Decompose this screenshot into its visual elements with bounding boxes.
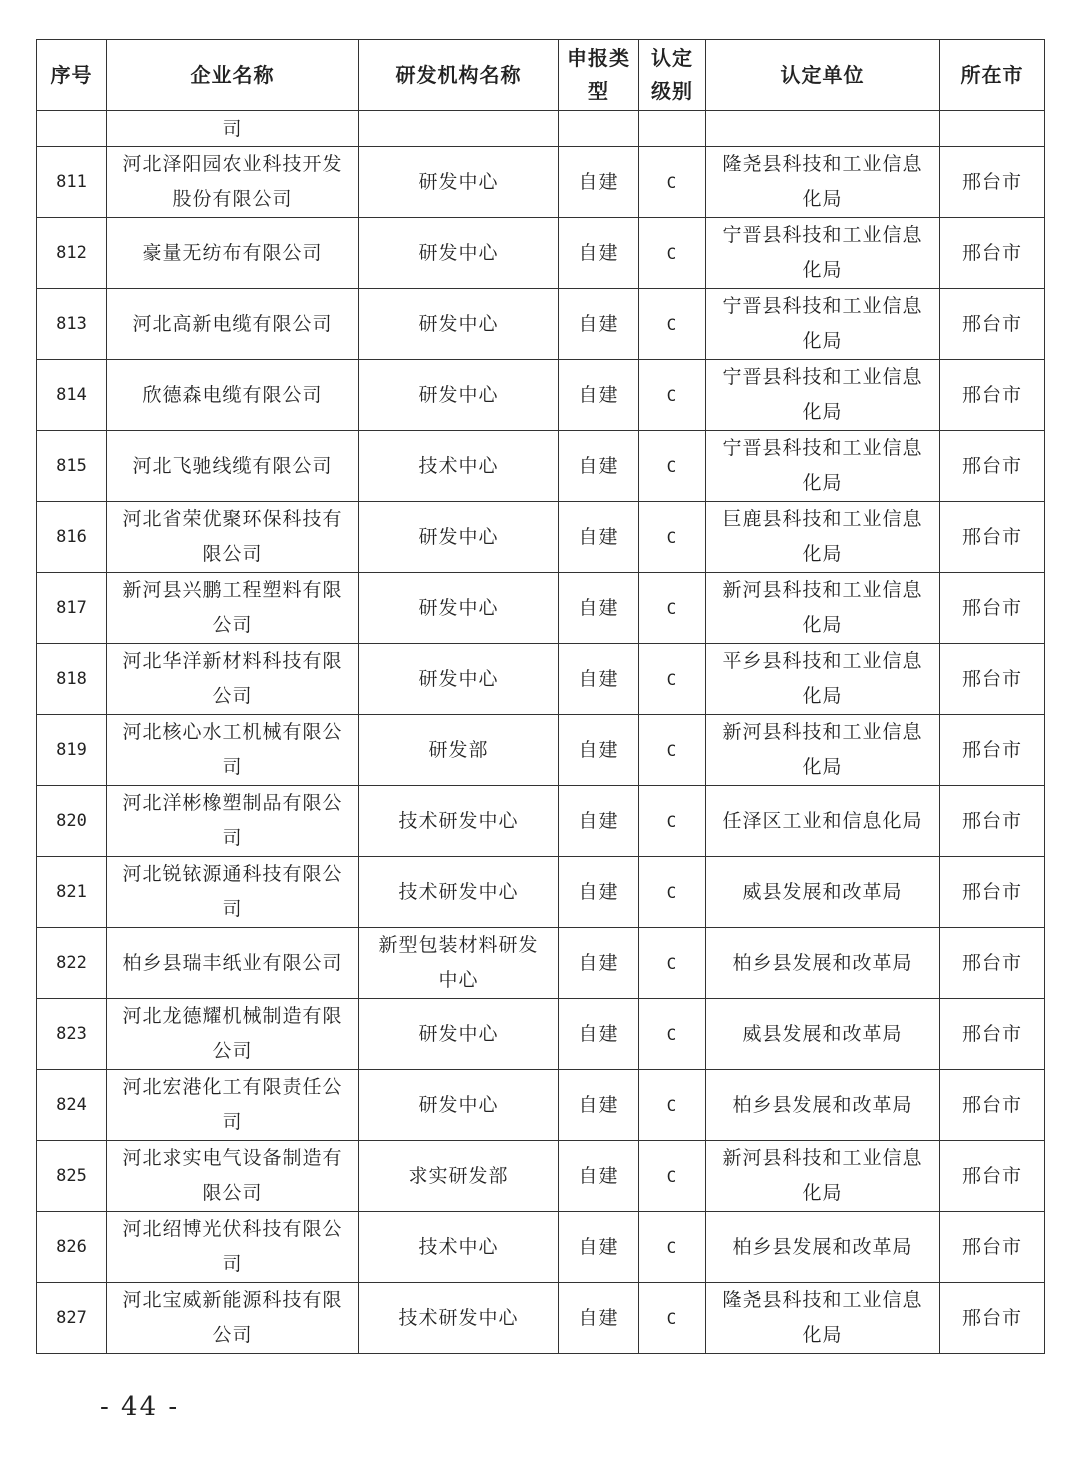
rd-institution-name-cell: 新型包装材料研发中心 xyxy=(359,928,559,999)
header-cell: 申报类型 xyxy=(559,40,639,111)
header-cell: 认定单位 xyxy=(706,40,940,111)
certifying-unit-cell: 威县发展和改革局 xyxy=(706,999,940,1070)
certification-level-cell: C xyxy=(639,502,706,573)
city-cell: 邢台市 xyxy=(940,218,1045,289)
city-cell: 邢台市 xyxy=(940,431,1045,502)
certification-level-cell: C xyxy=(639,147,706,218)
application-type-cell: 自建 xyxy=(559,644,639,715)
table-row xyxy=(37,360,1045,431)
certification-level-cell: C xyxy=(639,1141,706,1212)
company-name-cell: 新河县兴鹏工程塑料有限公司 xyxy=(107,573,359,644)
certifying-unit-cell: 威县发展和改革局 xyxy=(706,857,940,928)
application-type-cell: 自建 xyxy=(559,1212,639,1283)
certifying-unit-cell: 巨鹿县科技和工业信息化局 xyxy=(706,502,940,573)
certification-level-cell: C xyxy=(639,573,706,644)
row-number-cell: 820 xyxy=(37,786,107,857)
rd-institution-name-cell: 研发中心 xyxy=(359,999,559,1070)
application-type-cell: 自建 xyxy=(559,360,639,431)
row-number-cell: 827 xyxy=(37,1283,107,1354)
table-row xyxy=(37,715,1045,786)
application-type-cell: 自建 xyxy=(559,218,639,289)
city-cell: 邢台市 xyxy=(940,715,1045,786)
table-row xyxy=(37,147,1045,218)
company-name-cell: 河北洋彬橡塑制品有限公司 xyxy=(107,786,359,857)
row-number-cell: 826 xyxy=(37,1212,107,1283)
application-type-cell: 自建 xyxy=(559,289,639,360)
city-cell: 邢台市 xyxy=(940,1141,1045,1212)
certifying-unit-cell: 柏乡县发展和改革局 xyxy=(706,1070,940,1141)
table-row xyxy=(37,502,1045,573)
certification-level-cell: C xyxy=(639,289,706,360)
header-cell: 研发机构名称 xyxy=(359,40,559,111)
table-row xyxy=(37,928,1045,999)
application-type-cell: 自建 xyxy=(559,786,639,857)
application-type-cell: 自建 xyxy=(559,147,639,218)
table-row xyxy=(37,289,1045,360)
rd-institution-table xyxy=(36,39,1045,1354)
page-number: - 44 - xyxy=(100,1392,180,1422)
certification-level-cell: C xyxy=(639,644,706,715)
table-row xyxy=(37,1283,1045,1354)
certifying-unit-cell: 宁晋县科技和工业信息化局 xyxy=(706,289,940,360)
certification-level-cell: C xyxy=(639,786,706,857)
certifying-unit-cell: 宁晋县科技和工业信息化局 xyxy=(706,218,940,289)
row-number-cell: 812 xyxy=(37,218,107,289)
rd-institution-name-cell: 研发中心 xyxy=(359,573,559,644)
application-type-cell: 自建 xyxy=(559,573,639,644)
certifying-unit-cell: 新河县科技和工业信息化局 xyxy=(706,573,940,644)
rd-institution-name-cell: 技术研发中心 xyxy=(359,1283,559,1354)
application-type-cell: 自建 xyxy=(559,1283,639,1354)
document-page xyxy=(36,39,1044,1354)
row-number-cell: 825 xyxy=(37,1141,107,1212)
row-number-cell: 823 xyxy=(37,999,107,1070)
certification-level-cell: C xyxy=(639,1070,706,1141)
rd-institution-name-cell: 研发中心 xyxy=(359,644,559,715)
row-number-cell: 822 xyxy=(37,928,107,999)
certifying-unit-cell: 新河县科技和工业信息化局 xyxy=(706,715,940,786)
certifying-unit-cell: 隆尧县科技和工业信息化局 xyxy=(706,1283,940,1354)
certifying-unit-cell: 隆尧县科技和工业信息化局 xyxy=(706,147,940,218)
row-number-cell: 813 xyxy=(37,289,107,360)
certification-level-cell: C xyxy=(639,360,706,431)
city-cell: 邢台市 xyxy=(940,1212,1045,1283)
rd-institution-name-cell: 研发中心 xyxy=(359,289,559,360)
certifying-unit-cell: 柏乡县发展和改革局 xyxy=(706,1212,940,1283)
application-type-cell: 自建 xyxy=(559,502,639,573)
table-cell xyxy=(706,111,940,147)
rd-institution-name-cell: 研发中心 xyxy=(359,360,559,431)
application-type-cell: 自建 xyxy=(559,715,639,786)
table-row xyxy=(37,1141,1045,1212)
company-name-cell: 豪量无纺布有限公司 xyxy=(107,218,359,289)
row-number-cell: 817 xyxy=(37,573,107,644)
certifying-unit-cell: 任泽区工业和信息化局 xyxy=(706,786,940,857)
certifying-unit-cell: 平乡县科技和工业信息化局 xyxy=(706,644,940,715)
company-name-cell: 河北锐铱源通科技有限公司 xyxy=(107,857,359,928)
table-row xyxy=(37,1070,1045,1141)
certification-level-cell: C xyxy=(639,928,706,999)
row-number-cell: 819 xyxy=(37,715,107,786)
company-name-cell: 河北求实电气设备制造有限公司 xyxy=(107,1141,359,1212)
certification-level-cell: C xyxy=(639,1212,706,1283)
header-row xyxy=(37,40,1045,111)
certifying-unit-cell: 新河县科技和工业信息化局 xyxy=(706,1141,940,1212)
company-name-cell: 河北宝威新能源科技有限公司 xyxy=(107,1283,359,1354)
header-cell: 序号 xyxy=(37,40,107,111)
row-number-cell: 824 xyxy=(37,1070,107,1141)
company-name-cell: 河北宏港化工有限责任公司 xyxy=(107,1070,359,1141)
rd-institution-name-cell: 研发中心 xyxy=(359,218,559,289)
table-row xyxy=(37,644,1045,715)
rd-institution-name-cell: 技术中心 xyxy=(359,1212,559,1283)
city-cell: 邢台市 xyxy=(940,928,1045,999)
application-type-cell: 自建 xyxy=(559,1141,639,1212)
rd-institution-name-cell: 求实研发部 xyxy=(359,1141,559,1212)
continuation-row xyxy=(37,111,1045,147)
table-row xyxy=(37,999,1045,1070)
rd-institution-name-cell: 技术研发中心 xyxy=(359,786,559,857)
row-number-cell: 814 xyxy=(37,360,107,431)
city-cell: 邢台市 xyxy=(940,786,1045,857)
company-name-cell: 河北龙德耀机械制造有限公司 xyxy=(107,999,359,1070)
company-name-cell: 河北飞驰线缆有限公司 xyxy=(107,431,359,502)
table-cell xyxy=(639,111,706,147)
application-type-cell: 自建 xyxy=(559,999,639,1070)
city-cell: 邢台市 xyxy=(940,360,1045,431)
company-name-cell: 河北华洋新材料科技有限公司 xyxy=(107,644,359,715)
table-cell xyxy=(559,111,639,147)
certification-level-cell: C xyxy=(639,715,706,786)
rd-institution-name-cell: 技术研发中心 xyxy=(359,857,559,928)
application-type-cell: 自建 xyxy=(559,431,639,502)
table-row xyxy=(37,431,1045,502)
city-cell: 邢台市 xyxy=(940,644,1045,715)
certification-level-cell: C xyxy=(639,431,706,502)
header-cell: 所在市 xyxy=(940,40,1045,111)
certifying-unit-cell: 宁晋县科技和工业信息化局 xyxy=(706,431,940,502)
table-row xyxy=(37,857,1045,928)
company-name-cell: 柏乡县瑞丰纸业有限公司 xyxy=(107,928,359,999)
row-number-cell: 815 xyxy=(37,431,107,502)
rd-institution-name-cell: 研发中心 xyxy=(359,502,559,573)
certification-level-cell: C xyxy=(639,857,706,928)
table-row xyxy=(37,786,1045,857)
certification-level-cell: C xyxy=(639,218,706,289)
table-row xyxy=(37,573,1045,644)
city-cell: 邢台市 xyxy=(940,147,1045,218)
certification-level-cell: C xyxy=(639,1283,706,1354)
application-type-cell: 自建 xyxy=(559,857,639,928)
city-cell: 邢台市 xyxy=(940,1070,1045,1141)
certification-level-cell: C xyxy=(639,999,706,1070)
table-row xyxy=(37,218,1045,289)
row-number-cell: 821 xyxy=(37,857,107,928)
row-number-cell: 816 xyxy=(37,502,107,573)
rd-institution-name-cell: 研发中心 xyxy=(359,1070,559,1141)
city-cell: 邢台市 xyxy=(940,1283,1045,1354)
company-name-cell: 河北省荣优聚环保科技有限公司 xyxy=(107,502,359,573)
city-cell: 邢台市 xyxy=(940,999,1045,1070)
company-name-cell: 河北绍博光伏科技有限公司 xyxy=(107,1212,359,1283)
table-cell xyxy=(37,111,107,147)
company-name-cell: 河北核心水工机械有限公司 xyxy=(107,715,359,786)
rd-institution-name-cell: 技术中心 xyxy=(359,431,559,502)
application-type-cell: 自建 xyxy=(559,1070,639,1141)
row-number-cell: 818 xyxy=(37,644,107,715)
table-cell xyxy=(359,111,559,147)
header-cell: 企业名称 xyxy=(107,40,359,111)
certifying-unit-cell: 柏乡县发展和改革局 xyxy=(706,928,940,999)
table-cell xyxy=(940,111,1045,147)
certifying-unit-cell: 宁晋县科技和工业信息化局 xyxy=(706,360,940,431)
city-cell: 邢台市 xyxy=(940,289,1045,360)
rd-institution-name-cell: 研发中心 xyxy=(359,147,559,218)
company-name-cell: 河北泽阳园农业科技开发股份有限公司 xyxy=(107,147,359,218)
header-cell: 认定级别 xyxy=(639,40,706,111)
rd-institution-name-cell: 研发部 xyxy=(359,715,559,786)
city-cell: 邢台市 xyxy=(940,857,1045,928)
city-cell: 邢台市 xyxy=(940,573,1045,644)
row-number-cell: 811 xyxy=(37,147,107,218)
company-name-cell: 河北高新电缆有限公司 xyxy=(107,289,359,360)
company-name-cell: 欣德森电缆有限公司 xyxy=(107,360,359,431)
city-cell: 邢台市 xyxy=(940,502,1045,573)
table-row xyxy=(37,1212,1045,1283)
application-type-cell: 自建 xyxy=(559,928,639,999)
table-cell: 司 xyxy=(107,111,359,147)
